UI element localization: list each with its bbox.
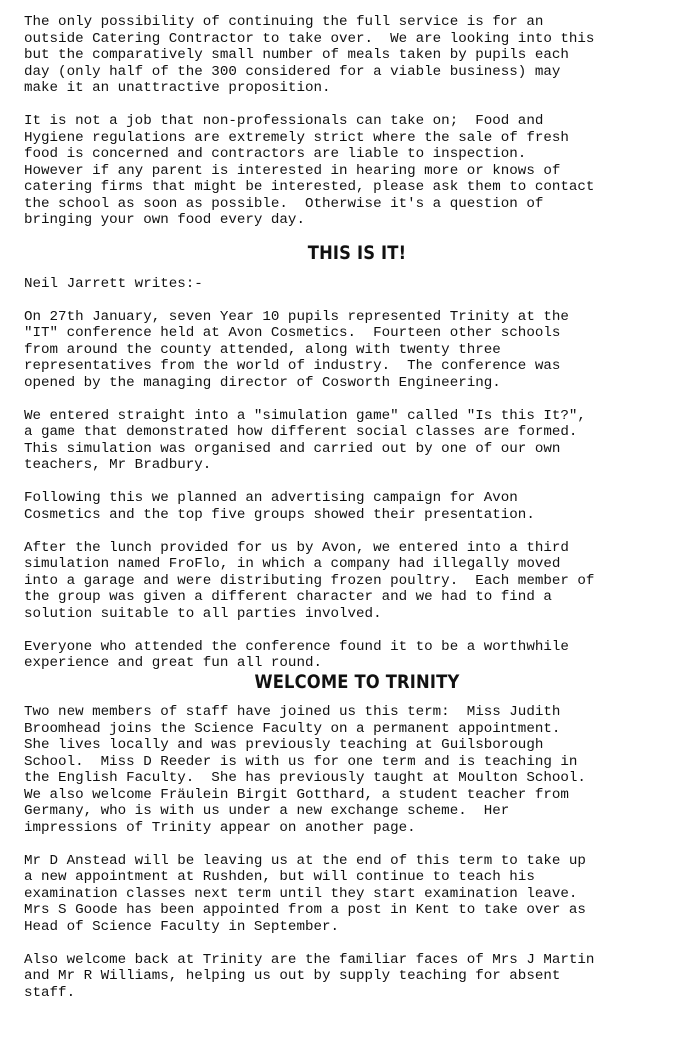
text-line: make it an unattractive proposition. <box>24 80 331 96</box>
text-line: However if any parent is interested in hearing more or knows of <box>24 162 561 179</box>
text-line: This simulation was organised and carried out by one of our own <box>24 440 561 457</box>
text-line: She lives locally and was previously teaching at Guilsborough <box>24 737 544 753</box>
byline: Neil Jarrett writes:- <box>24 275 203 292</box>
it-paragraph-3 <box>24 490 690 523</box>
text-line: simulation named FroFlo, in which a company had illegally moved <box>24 556 561 572</box>
text-line: day (only half of the 300 considered for a viable business) may <box>24 63 561 80</box>
text-line: food is concerned and contractors are liable to inspection. <box>24 146 527 162</box>
text-line: solution suitable to all parties involved. <box>24 605 382 622</box>
text-line: but the comparatively small number of meals taken by pupils each <box>24 47 569 63</box>
it-paragraph-2 <box>24 408 690 474</box>
text-line: School. Miss D Reeder is with us for one term and is teaching in <box>24 753 578 770</box>
text-line: "IT" conference held at Avon Cosmetics. Fourteen other schools <box>24 325 561 341</box>
text-line: The only possibility of continuing the full service is for an <box>24 14 544 30</box>
text-line: We also welcome Fräulein Birgit Gotthard, a student teacher from <box>24 786 569 803</box>
text-line: a new appointment at Rushden, but will continue to teach his <box>24 869 535 885</box>
text-line: opened by the managing director of Cosworth Engineering. <box>24 374 501 391</box>
text-line: impressions of Trinity appear on another page. <box>24 819 416 836</box>
text-line: catering firms that might be interested, please ask them to contact <box>24 179 595 195</box>
text-line: Germany, who is with us under a new exchange scheme. Her <box>24 803 510 819</box>
welcome-paragraph-1 <box>24 704 690 836</box>
text-line: from around the county attended, along with twenty three <box>24 341 501 358</box>
text-line: After the lunch provided for us by Avon, we entered into a third <box>24 539 569 556</box>
welcome-paragraph-2 <box>24 853 690 936</box>
section-heading-welcome: WELCOME TO TRINITY <box>254 670 460 693</box>
text-line: Two new members of staff have joined us this term: Miss Judith <box>24 704 561 720</box>
text-line: experience and great fun all round. <box>24 655 322 671</box>
section-heading-this-is-it: THIS IS IT! <box>307 242 407 264</box>
text-line: outside Catering Contractor to take over. We are looking into this <box>24 30 595 47</box>
text-line: Mrs S Goode has been appointed from a post in Kent to take over as <box>24 902 586 918</box>
text-line: representatives from the world of industry. The conference was <box>24 358 561 374</box>
document-page <box>24 14 690 1018</box>
text-line: the group was given a different character and we had to find a <box>24 589 552 605</box>
text-line: Also welcome back at Trinity are the familiar faces of Mrs J Martin <box>24 951 595 968</box>
text-line: into a garage and were distributing frozen poultry. Each member of <box>24 572 595 589</box>
text-line: Head of Science Faculty in September. <box>24 918 340 935</box>
text-line: teachers, Mr Bradbury. <box>24 457 212 473</box>
text-line: Cosmetics and the top five groups showed their presentation. <box>24 506 535 523</box>
text-line: and Mr R Williams, helping us out by supply teaching for absent <box>24 968 561 984</box>
text-line: a game that demonstrated how different social classes are formed. <box>24 424 578 440</box>
text-line: Mr D Anstead will be leaving us at the end of this term to take up <box>24 852 586 869</box>
text-line: It is not a job that non-professionals can take on; Food and <box>24 113 544 129</box>
it-paragraph-1 <box>24 309 690 392</box>
intro-paragraph-1 <box>24 14 690 97</box>
text-line: the English Faculty. She has previously taught at Moulton School. <box>24 770 586 786</box>
it-paragraph-5 <box>24 639 690 672</box>
text-line: Broomhead joins the Science Faculty on a permanent appointment. <box>24 720 561 737</box>
welcome-paragraph-3 <box>24 952 690 1002</box>
text-line: Hygiene regulations are extremely strict where the sale of fresh <box>24 129 569 146</box>
text-line: Following this we planned an advertising campaign for Avon <box>24 490 518 506</box>
text-line: On 27th January, seven Year 10 pupils represented Trinity at the <box>24 308 569 325</box>
text-line: bringing your own food every day. <box>24 212 305 228</box>
text-line: staff. <box>24 984 76 1001</box>
text-line: the school as soon as possible. Otherwise it's a question of <box>24 195 544 212</box>
it-paragraph-4 <box>24 540 690 623</box>
text-line: We entered straight into a "simulation game" called "Is this It?", <box>24 407 586 424</box>
text-line: examination classes next term until they start examination leave. <box>24 885 578 902</box>
intro-paragraph-2 <box>24 113 690 229</box>
text-line: Everyone who attended the conference found it to be a worthwhile <box>24 638 569 655</box>
